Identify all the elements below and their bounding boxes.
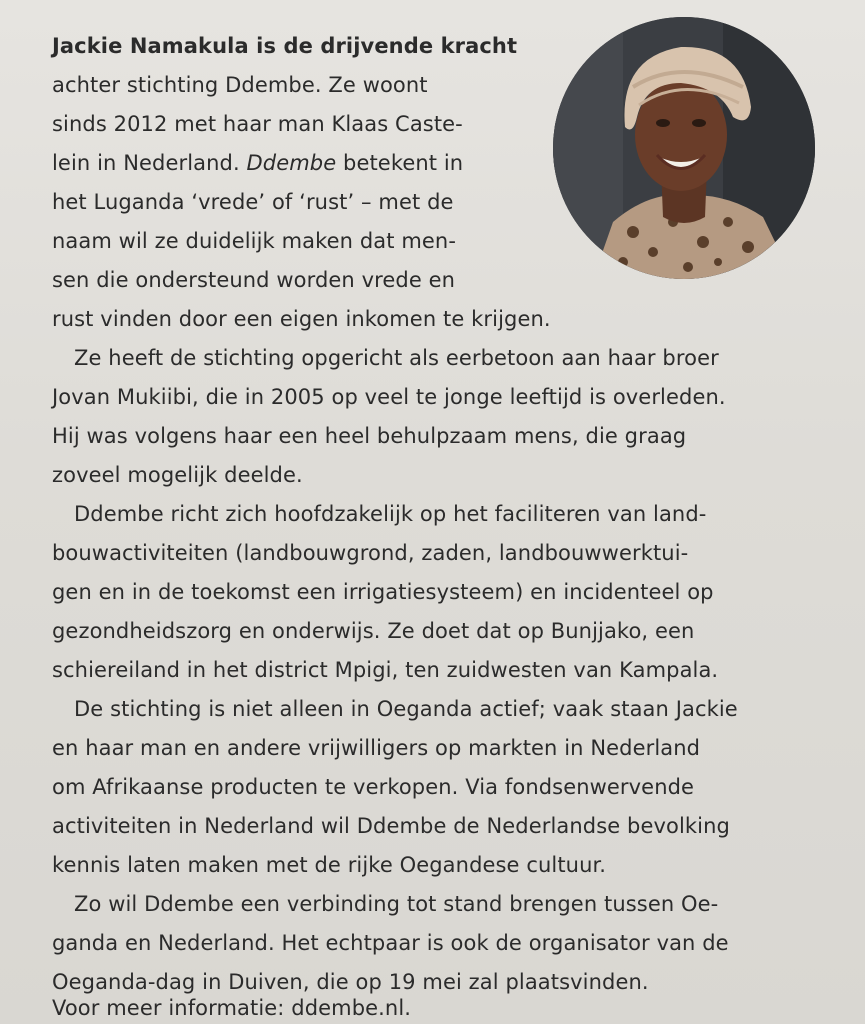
text-line (52, 150, 463, 176)
text-line: activiteiten in Nederland wil Ddembe de Nederlandse bevolking (52, 814, 730, 838)
more-info-line: Voor meer informatie: ddembe.nl. (52, 996, 412, 1020)
text-line: gen en in de toekomst een irrigatiesysteem) en incidenteel op (52, 580, 714, 604)
text-line: zoveel mogelijk deelde. (52, 463, 303, 487)
text-line: om Afrikaanse producten te verkopen. Via fondsenwervende (52, 775, 695, 799)
lead-line: Jackie Namakula is de drijvende kracht (52, 34, 518, 58)
text-line: ganda en Nederland. Het echtpaar is ook de organisator van de (52, 931, 729, 955)
ddembe-italic: Ddembe (246, 151, 337, 175)
text-line: het Luganda ‘vrede’ of ‘rust’ – met de (52, 190, 454, 214)
portrait-woman-icon (553, 17, 815, 279)
text-line: Jovan Mukiibi, die in 2005 op veel te jonge leeftijd is overleden. (52, 385, 726, 409)
text-line: sinds 2012 met haar man Klaas Caste- (52, 112, 463, 136)
text-line: Hij was volgens haar een heel behulpzaam mens, die graag (52, 424, 687, 448)
paragraph-start: Ze heeft de stichting opgericht als eerbetoon aan haar broer (74, 346, 719, 370)
text-line: en haar man en andere vrijwilligers op markten in Nederland (52, 736, 701, 760)
text-fragment: betekent in (336, 151, 464, 175)
portrait-photo (553, 17, 815, 279)
text-line: naam wil ze duidelijk maken dat men- (52, 229, 456, 253)
text-line: Oeganda-dag in Duiven, die op 19 mei zal plaatsvinden. (52, 970, 649, 994)
text-line: kennis laten maken met de rijke Oegandese cultuur. (52, 853, 607, 877)
paragraph-start: De stichting is niet alleen in Oeganda actief; vaak staan Jackie (74, 697, 738, 721)
text-line: sen die ondersteund worden vrede en (52, 268, 456, 292)
paragraph-start: Zo wil Ddembe een verbinding tot stand brengen tussen Oe- (74, 892, 719, 916)
paragraph-start: Ddembe richt zich hoofdzakelijk op het faciliteren van land- (74, 502, 707, 526)
text-line: achter stichting Ddembe. Ze woont (52, 73, 428, 97)
text-fragment: lein in Nederland. (52, 151, 247, 175)
text-line: rust vinden door een eigen inkomen te krijgen. (52, 307, 551, 331)
text-line: schiereiland in het district Mpigi, ten zuidwesten van Kampala. (52, 658, 719, 682)
text-line: bouwactiviteiten (landbouwgrond, zaden, landbouwwerktui- (52, 541, 689, 565)
text-line: gezondheidszorg en onderwijs. Ze doet dat op Bunjjako, een (52, 619, 695, 643)
